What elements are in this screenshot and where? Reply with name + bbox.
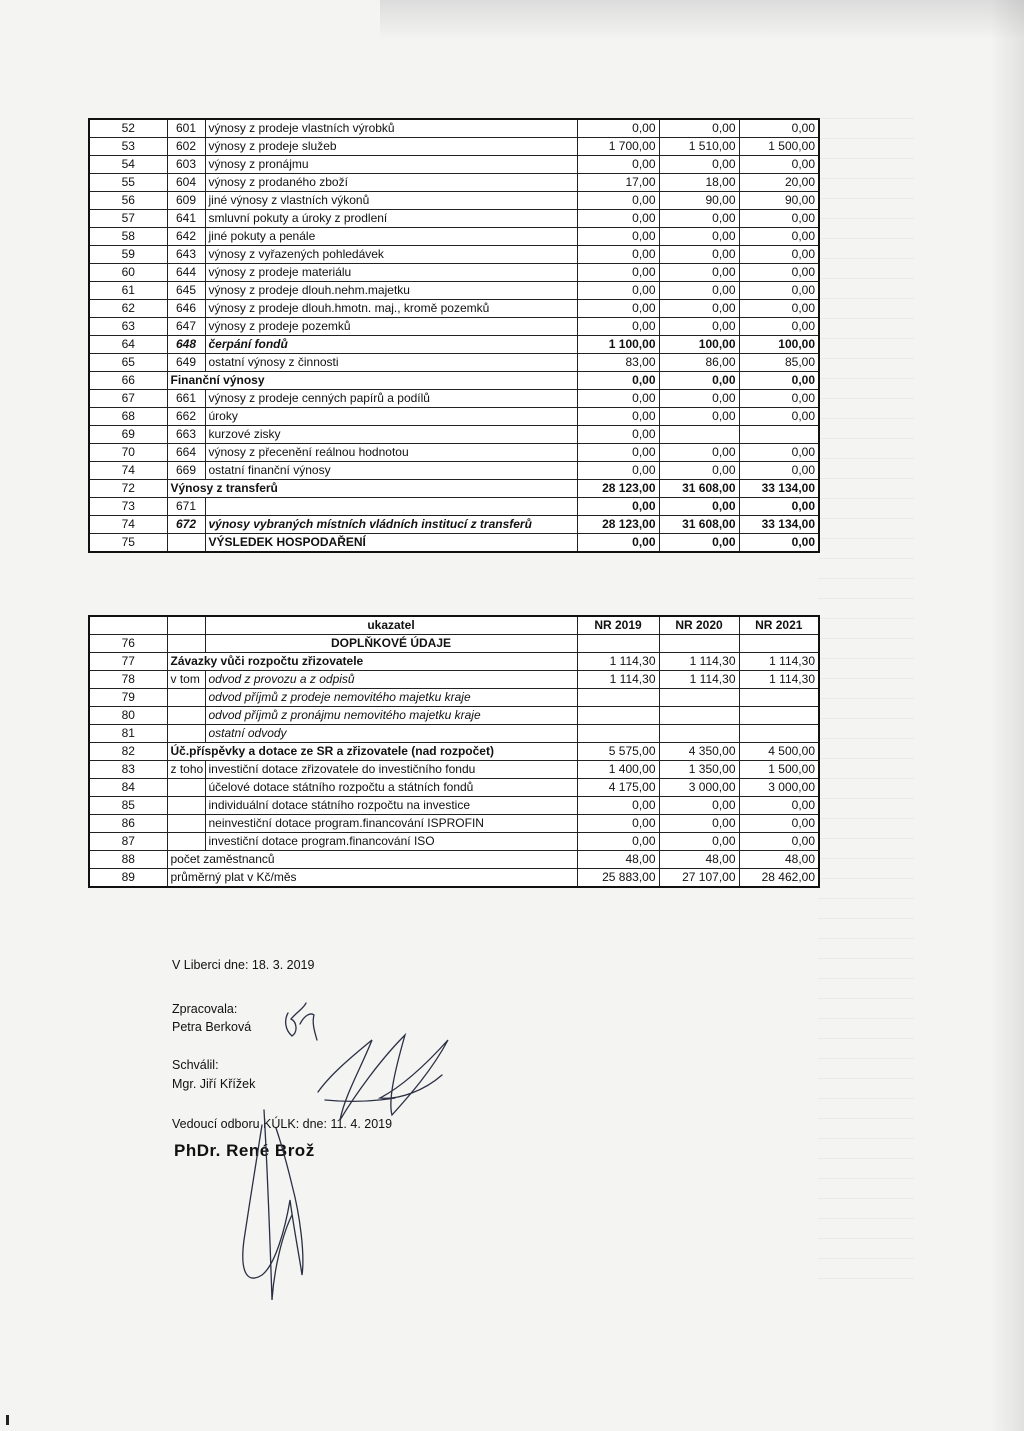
row-number: 78 [89, 671, 167, 689]
table-row [89, 444, 819, 462]
table-row [89, 354, 819, 372]
value-2020: 0,00 [659, 264, 739, 282]
account-code: 661 [167, 390, 205, 408]
account-code: 649 [167, 354, 205, 372]
value-2020: 0,00 [659, 210, 739, 228]
table-row [89, 246, 819, 264]
value-2019: 0,00 [577, 372, 659, 390]
account-code: 646 [167, 300, 205, 318]
table-row [89, 534, 819, 553]
value-2021: 0,00 [739, 246, 819, 264]
row-number: 55 [89, 174, 167, 192]
value-2020: 86,00 [659, 354, 739, 372]
row-label: výnosy z prodeje vlastních výrobků [205, 119, 577, 138]
value-2019 [577, 635, 659, 653]
value-2019: 1 114,30 [577, 653, 659, 671]
value-2019: 25 883,00 [577, 869, 659, 888]
value-2020: 0,00 [659, 815, 739, 833]
value-2020: 0,00 [659, 390, 739, 408]
table-row [89, 119, 819, 138]
table-row [89, 210, 819, 228]
value-2019: 83,00 [577, 354, 659, 372]
section-title: DOPLŇKOVÉ ÚDAJE [205, 635, 577, 653]
row-number: 74 [89, 462, 167, 480]
row-label: odvod příjmů z prodeje nemovitého majetku kraje [205, 689, 577, 707]
row-number: 74 [89, 516, 167, 534]
value-2020: 0,00 [659, 372, 739, 390]
value-2021: 33 134,00 [739, 516, 819, 534]
row-number: 80 [89, 707, 167, 725]
row-label: výnosy vybraných místních vládních institucí z transferů [205, 516, 577, 534]
value-2019: 17,00 [577, 174, 659, 192]
row-label: úroky [205, 408, 577, 426]
value-2020: 90,00 [659, 192, 739, 210]
value-2020: 0,00 [659, 156, 739, 174]
account-code: 602 [167, 138, 205, 156]
row-number: 88 [89, 851, 167, 869]
head-of-department-name: PhDr. René Brož [174, 1141, 315, 1160]
value-2021: 1 500,00 [739, 138, 819, 156]
value-2019: 0,00 [577, 534, 659, 553]
value-2019: 28 123,00 [577, 516, 659, 534]
row-number: 68 [89, 408, 167, 426]
section-label: Úč.příspěvky a dotace ze SR a zřizovatele (nad rozpočet) [167, 743, 577, 761]
value-2021: 0,00 [739, 210, 819, 228]
value-2021: 33 134,00 [739, 480, 819, 498]
row-number: 66 [89, 372, 167, 390]
value-2020: 1 114,30 [659, 671, 739, 689]
empty-cell [167, 635, 205, 653]
value-2021: 1 114,30 [739, 653, 819, 671]
table-row [89, 707, 819, 725]
value-2021: 0,00 [739, 462, 819, 480]
section-label: Závazky vůči rozpočtu zřizovatele [167, 653, 577, 671]
table-row [89, 138, 819, 156]
value-2019: 1 700,00 [577, 138, 659, 156]
row-label: čerpání fondů [205, 336, 577, 354]
value-2020: 0,00 [659, 228, 739, 246]
value-2020: 0,00 [659, 498, 739, 516]
value-2021: 20,00 [739, 174, 819, 192]
row-label: odvod z provozu a z odpisů [205, 671, 577, 689]
value-2020 [659, 426, 739, 444]
row-label: výnosy z prodeje dlouh.nehm.majetku [205, 282, 577, 300]
table-header-row [89, 616, 819, 635]
row-label: kurzové zisky [205, 426, 577, 444]
value-2019: 1 114,30 [577, 671, 659, 689]
value-2021: 0,00 [739, 282, 819, 300]
value-2021: 0,00 [739, 408, 819, 426]
row-prefix: z toho [167, 761, 205, 779]
row-number: 86 [89, 815, 167, 833]
value-2021: 0,00 [739, 119, 819, 138]
value-2019 [577, 689, 659, 707]
value-2020: 0,00 [659, 408, 739, 426]
row-label: výnosy z vyřazených pohledávek [205, 246, 577, 264]
value-2021: 85,00 [739, 354, 819, 372]
value-2021 [739, 707, 819, 725]
table-row [89, 336, 819, 354]
approved-label: Schválil: [172, 1058, 219, 1072]
value-2020: 1 350,00 [659, 761, 739, 779]
value-2021: 0,00 [739, 444, 819, 462]
table-row [89, 635, 819, 653]
account-code: 672 [167, 516, 205, 534]
signature-approval-stroke [325, 1098, 395, 1101]
account-code: 643 [167, 246, 205, 264]
table-row [89, 156, 819, 174]
section-label: průměrný plat v Kč/měs [167, 869, 577, 888]
row-prefix [167, 815, 205, 833]
header-nr-2019: NR 2019 [577, 616, 659, 635]
row-number: 76 [89, 635, 167, 653]
value-2021: 0,00 [739, 228, 819, 246]
table-row [89, 228, 819, 246]
value-2019: 1 400,00 [577, 761, 659, 779]
value-2021: 1 500,00 [739, 761, 819, 779]
section-label: Finanční výnosy [167, 372, 577, 390]
row-prefix [167, 689, 205, 707]
table-row [89, 174, 819, 192]
value-2021: 48,00 [739, 851, 819, 869]
row-number: 83 [89, 761, 167, 779]
row-number: 85 [89, 797, 167, 815]
row-number: 77 [89, 653, 167, 671]
row-number: 79 [89, 689, 167, 707]
value-2021: 100,00 [739, 336, 819, 354]
row-number: 87 [89, 833, 167, 851]
value-2020: 0,00 [659, 318, 739, 336]
value-2019: 0,00 [577, 390, 659, 408]
row-label: výnosy z pronájmu [205, 156, 577, 174]
value-2019: 0,00 [577, 119, 659, 138]
row-number: 53 [89, 138, 167, 156]
value-2021: 90,00 [739, 192, 819, 210]
value-2021: 0,00 [739, 318, 819, 336]
value-2021: 0,00 [739, 156, 819, 174]
table-row [89, 516, 819, 534]
value-2021: 0,00 [739, 372, 819, 390]
value-2019: 0,00 [577, 282, 659, 300]
value-2020: 31 608,00 [659, 516, 739, 534]
value-2019 [577, 725, 659, 743]
value-2020: 3 000,00 [659, 779, 739, 797]
value-2021: 0,00 [739, 815, 819, 833]
row-label: výnosy z prodeje materiálu [205, 264, 577, 282]
value-2019: 0,00 [577, 498, 659, 516]
value-2021: 3 000,00 [739, 779, 819, 797]
table-row [89, 815, 819, 833]
table-row [89, 725, 819, 743]
value-2020: 1 114,30 [659, 653, 739, 671]
revenue-table [88, 118, 820, 553]
header-empty-cell [167, 616, 205, 635]
head-of-department-line: Vedoucí odboru KÚLK: dne: 11. 4. 2019 [172, 1117, 393, 1131]
value-2020: 0,00 [659, 797, 739, 815]
table-row [89, 761, 819, 779]
row-label: výnosy z prodaného zboží [205, 174, 577, 192]
value-2021: 0,00 [739, 833, 819, 851]
account-code [167, 534, 205, 553]
value-2020: 31 608,00 [659, 480, 739, 498]
signature-approval [318, 1035, 448, 1120]
row-label: VÝSLEDEK HOSPODAŘENÍ [205, 534, 577, 553]
value-2021 [739, 426, 819, 444]
value-2019: 0,00 [577, 815, 659, 833]
value-2021 [739, 635, 819, 653]
table-row [89, 264, 819, 282]
value-2019: 0,00 [577, 246, 659, 264]
table-row [89, 192, 819, 210]
row-number: 65 [89, 354, 167, 372]
value-2020: 1 510,00 [659, 138, 739, 156]
prepared-name: Petra Berková [172, 1020, 252, 1034]
account-code: 662 [167, 408, 205, 426]
table-row [89, 480, 819, 498]
table-row [89, 408, 819, 426]
value-2021: 0,00 [739, 390, 819, 408]
row-number: 56 [89, 192, 167, 210]
value-2019: 0,00 [577, 444, 659, 462]
row-prefix: v tom [167, 671, 205, 689]
row-label: účelové dotace státního rozpočtu a státních fondů [205, 779, 577, 797]
value-2019: 0,00 [577, 192, 659, 210]
table-row [89, 779, 819, 797]
row-label: individuální dotace státního rozpočtu na investice [205, 797, 577, 815]
value-2021: 0,00 [739, 300, 819, 318]
row-label: jiné výnosy z vlastních výkonů [205, 192, 577, 210]
value-2019: 0,00 [577, 833, 659, 851]
scan-mark [6, 1415, 9, 1425]
row-label: ostatní finanční výnosy [205, 462, 577, 480]
account-code: 603 [167, 156, 205, 174]
value-2020 [659, 635, 739, 653]
value-2020: 100,00 [659, 336, 739, 354]
row-number: 70 [89, 444, 167, 462]
bleed-through-background [818, 118, 914, 1298]
value-2019: 48,00 [577, 851, 659, 869]
account-code: 669 [167, 462, 205, 480]
value-2019: 0,00 [577, 318, 659, 336]
value-2020: 0,00 [659, 833, 739, 851]
value-2019: 5 575,00 [577, 743, 659, 761]
table-row [89, 372, 819, 390]
row-prefix [167, 779, 205, 797]
account-code: 601 [167, 119, 205, 138]
account-code: 663 [167, 426, 205, 444]
section-label: Výnosy z transferů [167, 480, 577, 498]
value-2020 [659, 725, 739, 743]
account-code: 644 [167, 264, 205, 282]
place-date: V Liberci dne: 18. 3. 2019 [172, 958, 315, 972]
value-2021: 0,00 [739, 534, 819, 553]
row-number: 72 [89, 480, 167, 498]
value-2020: 4 350,00 [659, 743, 739, 761]
account-code: 641 [167, 210, 205, 228]
account-code: 648 [167, 336, 205, 354]
row-number: 84 [89, 779, 167, 797]
value-2020: 0,00 [659, 119, 739, 138]
value-2021: 1 114,30 [739, 671, 819, 689]
row-label: smluvní pokuty a úroky z prodlení [205, 210, 577, 228]
row-label: výnosy z prodeje cenných papírů a podílů [205, 390, 577, 408]
value-2020 [659, 689, 739, 707]
row-label [205, 498, 577, 516]
section-label: počet zaměstnanců [167, 851, 577, 869]
row-number: 61 [89, 282, 167, 300]
table-row [89, 833, 819, 851]
value-2021: 0,00 [739, 498, 819, 516]
row-number: 82 [89, 743, 167, 761]
value-2019: 4 175,00 [577, 779, 659, 797]
supplementary-data-table [88, 615, 820, 888]
signature-head-stroke [264, 1110, 292, 1300]
table-row [89, 797, 819, 815]
signature-initials [286, 1003, 317, 1040]
value-2019: 0,00 [577, 156, 659, 174]
scan-shadow-right [990, 0, 1024, 1431]
value-2021 [739, 689, 819, 707]
value-2020: 0,00 [659, 300, 739, 318]
value-2020: 27 107,00 [659, 869, 739, 888]
row-label: ostatní odvody [205, 725, 577, 743]
table-row [89, 282, 819, 300]
header-nr-2020: NR 2020 [659, 616, 739, 635]
row-label: investiční dotace zřizovatele do investičního fondu [205, 761, 577, 779]
row-number: 63 [89, 318, 167, 336]
table-row [89, 743, 819, 761]
value-2019: 0,00 [577, 300, 659, 318]
header-empty-cell [89, 616, 167, 635]
table-row [89, 318, 819, 336]
value-2021: 0,00 [739, 264, 819, 282]
value-2020: 0,00 [659, 246, 739, 264]
value-2019: 0,00 [577, 462, 659, 480]
header-ukazatel: ukazatel [205, 616, 577, 635]
table-row [89, 426, 819, 444]
row-label: výnosy z prodeje pozemků [205, 318, 577, 336]
value-2021: 4 500,00 [739, 743, 819, 761]
row-label: výnosy z prodeje dlouh.hmotn. maj., kromě pozemků [205, 300, 577, 318]
approved-name: Mgr. Jiří Křížek [172, 1077, 256, 1091]
row-number: 75 [89, 534, 167, 553]
row-label: ostatní výnosy z činnosti [205, 354, 577, 372]
table-row [89, 671, 819, 689]
row-number: 60 [89, 264, 167, 282]
table-row [89, 851, 819, 869]
value-2021: 0,00 [739, 797, 819, 815]
row-number: 81 [89, 725, 167, 743]
row-number: 58 [89, 228, 167, 246]
value-2019: 0,00 [577, 228, 659, 246]
row-number: 73 [89, 498, 167, 516]
value-2020: 0,00 [659, 534, 739, 553]
table-row [89, 869, 819, 888]
value-2019: 28 123,00 [577, 480, 659, 498]
account-code: 645 [167, 282, 205, 300]
value-2020 [659, 707, 739, 725]
value-2019: 0,00 [577, 797, 659, 815]
value-2021 [739, 725, 819, 743]
table-row [89, 390, 819, 408]
table-row [89, 462, 819, 480]
row-number: 64 [89, 336, 167, 354]
header-nr-2021: NR 2021 [739, 616, 819, 635]
account-code: 642 [167, 228, 205, 246]
account-code: 609 [167, 192, 205, 210]
table-row [89, 498, 819, 516]
value-2020: 0,00 [659, 462, 739, 480]
row-prefix [167, 707, 205, 725]
account-code: 671 [167, 498, 205, 516]
value-2020: 48,00 [659, 851, 739, 869]
row-prefix [167, 833, 205, 851]
value-2020: 18,00 [659, 174, 739, 192]
row-number: 54 [89, 156, 167, 174]
row-label: investiční dotace program.financování ISO [205, 833, 577, 851]
account-code: 604 [167, 174, 205, 192]
row-number: 59 [89, 246, 167, 264]
row-prefix [167, 725, 205, 743]
value-2019 [577, 707, 659, 725]
value-2021: 28 462,00 [739, 869, 819, 888]
row-number: 62 [89, 300, 167, 318]
row-label: neinvestiční dotace program.financování ISPROFIN [205, 815, 577, 833]
prepared-label: Zpracovala: [172, 1002, 238, 1016]
value-2019: 0,00 [577, 408, 659, 426]
row-number: 67 [89, 390, 167, 408]
row-label: výnosy z přecenění reálnou hodnotou [205, 444, 577, 462]
table-row [89, 689, 819, 707]
value-2019: 1 100,00 [577, 336, 659, 354]
value-2020: 0,00 [659, 282, 739, 300]
account-code: 647 [167, 318, 205, 336]
value-2019: 0,00 [577, 210, 659, 228]
row-number: 69 [89, 426, 167, 444]
value-2019: 0,00 [577, 426, 659, 444]
row-prefix [167, 797, 205, 815]
row-label: jiné pokuty a penále [205, 228, 577, 246]
value-2019: 0,00 [577, 264, 659, 282]
row-label: odvod příjmů z pronájmu nemovitého majetku kraje [205, 707, 577, 725]
row-number: 89 [89, 869, 167, 888]
account-code: 664 [167, 444, 205, 462]
row-number: 57 [89, 210, 167, 228]
table-row [89, 300, 819, 318]
row-number: 52 [89, 119, 167, 138]
row-label: výnosy z prodeje služeb [205, 138, 577, 156]
scan-shadow-top [380, 0, 1024, 40]
table-row [89, 653, 819, 671]
value-2020: 0,00 [659, 444, 739, 462]
